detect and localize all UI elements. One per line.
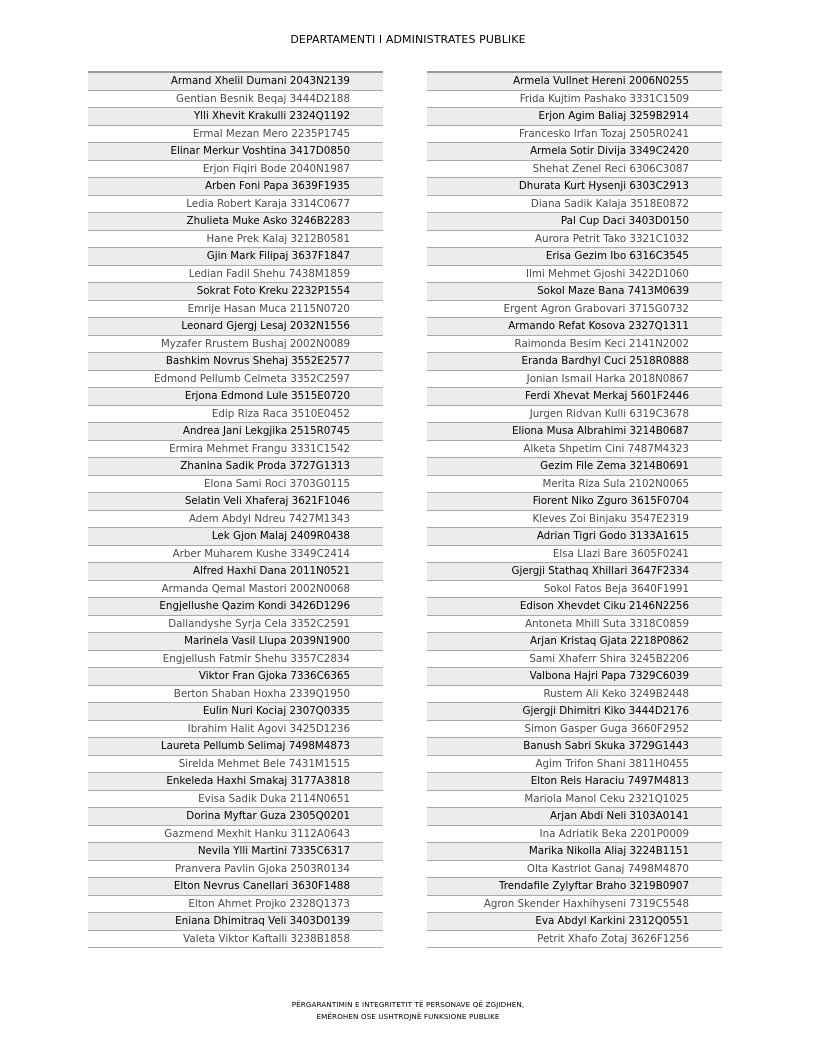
list-item: Eulin Nuri Kociaj 2307Q0335 (88, 703, 383, 721)
list-item: Gjergji Stathaq Xhillari 3647F2334 (427, 563, 722, 581)
list-item: Pranvera Pavlin Gjoka 2503R0134 (88, 861, 383, 879)
list-item: Myzafer Rrustem Bushaj 2002N0089 (88, 336, 383, 354)
list-item: Jonian Ismail Harka 2018N0867 (427, 371, 722, 389)
list-item: Engjellush Fatmir Shehu 3357C2834 (88, 651, 383, 669)
list-item: Zhulieta Muke Asko 3246B2283 (88, 213, 383, 231)
list-item: Raimonda Besim Keci 2141N2002 (427, 336, 722, 354)
list-item: Erjon Agim Baliaj 3259B2914 (427, 108, 722, 126)
list-item: Jurgen Ridvan Kulli 6319C3678 (427, 406, 722, 424)
list-item: Gazmend Mexhit Hanku 3112A0643 (88, 826, 383, 844)
list-item: Ergent Agron Grabovari 3715G0732 (427, 301, 722, 319)
list-item: Hane Prek Kalaj 3212B0581 (88, 231, 383, 249)
list-item: Erjon Fiqiri Bode 2040N1987 (88, 161, 383, 179)
list-item: Ibrahim Halit Agovi 3425D1236 (88, 721, 383, 739)
list-item: Frida Kujtim Pashako 3331C1509 (427, 91, 722, 109)
list-item: Sokrat Foto Kreku 2232P1554 (88, 283, 383, 301)
list-item: Armanda Qemal Mastori 2002N0068 (88, 581, 383, 599)
list-item: Arber Muharem Kushe 3349C2414 (88, 546, 383, 564)
list-item: Rustem Ali Keko 3249B2448 (427, 686, 722, 704)
list-item: Adem Abdyl Ndreu 7427M1343 (88, 511, 383, 529)
list-item: Agron Skender Haxhihyseni 7319C5548 (427, 896, 722, 914)
list-item: Erisa Gezim Ibo 6316C3545 (427, 248, 722, 266)
list-item: Aurora Petrit Tako 3321C1032 (427, 231, 722, 249)
document-title: DEPARTAMENTI I ADMINISTRATES PUBLIKE (290, 33, 526, 46)
footer-line-2: EMËROHEN OSE USHTROJNË FUNKSIONE PUBLIKE (316, 1012, 500, 1021)
list-item: Sami Xhaferr Shira 3245B2206 (427, 651, 722, 669)
list-item: Agim Trifon Shani 3811H0455 (427, 756, 722, 774)
list-item: Leonard Gjergj Lesaj 2032N1556 (88, 318, 383, 336)
list-item: Nevila Ylli Martini 7335C6317 (88, 843, 383, 861)
list-item: Shehat Zenel Reci 6306C3087 (427, 161, 722, 179)
list-item: Enkeleda Haxhi Smakaj 3177A3818 (88, 773, 383, 791)
list-item: Armela Vullnet Hereni 2006N0255 (427, 73, 722, 91)
list-item: Ledian Fadil Shehu 7438M1859 (88, 266, 383, 284)
list-item: Marika Nikolla Aliaj 3224B1151 (427, 843, 722, 861)
list-item: Erjona Edmond Lule 3515E0720 (88, 388, 383, 406)
list-item: Ermal Mezan Mero 2235P1745 (88, 126, 383, 144)
list-item: Eva Abdyl Karkini 2312Q0551 (427, 913, 722, 931)
list-item: Edison Xhevdet Ciku 2146N2256 (427, 598, 722, 616)
list-item: Armando Refat Kosova 2327Q1311 (427, 318, 722, 336)
list-item: Valeta Viktor Kaftalli 3238B1858 (88, 931, 383, 949)
footer-line-1: PËRGARANTIMIN E INTEGRITETIT TË PERSONAVE QË ZGJIDHEN, (291, 1000, 525, 1009)
list-item: Andrea Jani Lekgjika 2515R0745 (88, 423, 383, 441)
list-item: Valbona Hajri Papa 7329C6039 (427, 668, 722, 686)
list-item: Elton Ahmet Projko 2328Q1373 (88, 896, 383, 914)
list-item: Eniana Dhimitraq Veli 3403D0139 (88, 913, 383, 931)
list-item: Sirelda Mehmet Bele 7431M1515 (88, 756, 383, 774)
list-item: Lek Gjon Malaj 2409R0438 (88, 528, 383, 546)
list-item: Antoneta Mhill Suta 3318C0859 (427, 616, 722, 634)
list-item: Ina Adriatik Beka 2201P0009 (427, 826, 722, 844)
list-item: Arjan Kristaq Gjata 2218P0862 (427, 633, 722, 651)
list-item: Elsa Llazi Bare 3605F0241 (427, 546, 722, 564)
list-item: Adrian Tigri Godo 3133A1615 (427, 528, 722, 546)
list-item: Dallandyshe Syrja Cela 3352C2591 (88, 616, 383, 634)
list-item: Olta Kastriot Ganaj 7498M4870 (427, 861, 722, 879)
list-item: Elinar Merkur Voshtina 3417D0850 (88, 143, 383, 161)
list-item: Ermira Mehmet Frangu 3331C1542 (88, 441, 383, 459)
list-item: Ilmi Mehmet Gjoshi 3422D1060 (427, 266, 722, 284)
list-item: Ledia Robert Karaja 3314C0677 (88, 196, 383, 214)
list-item: Francesko Irfan Tozaj 2505R0241 (427, 126, 722, 144)
list-item: Mariola Manol Ceku 2321Q1025 (427, 791, 722, 809)
list-item: Engjellushe Qazim Kondi 3426D1296 (88, 598, 383, 616)
list-item: Eliona Musa Albrahimi 3214B0687 (427, 423, 722, 441)
list-item: Dorina Myftar Guza 2305Q0201 (88, 808, 383, 826)
list-item: Diana Sadik Kalaja 3518E0872 (427, 196, 722, 214)
list-item: Gjin Mark Filipaj 3637F1847 (88, 248, 383, 266)
list-item: Bashkim Novrus Shehaj 3552E2577 (88, 353, 383, 371)
list-item: Arjan Abdi Neli 3103A0141 (427, 808, 722, 826)
list-item: Berton Shaban Hoxha 2339Q1950 (88, 686, 383, 704)
footer (0, 999, 816, 1023)
list-item: Fiorent Niko Zguro 3615F0704 (427, 493, 722, 511)
list-item: Laureta Pellumb Selimaj 7498M4873 (88, 738, 383, 756)
list-item: Marinela Vasil Llupa 2039N1900 (88, 633, 383, 651)
list-item: Elton Nevrus Canellari 3630F1488 (88, 878, 383, 896)
list-item: Merita Riza Sula 2102N0065 (427, 476, 722, 494)
list-item: Edip Riza Raca 3510E0452 (88, 406, 383, 424)
list-item: Kleves Zoi Binjaku 3547E2319 (427, 511, 722, 529)
list-item: Armela Sotir Divija 3349C2420 (427, 143, 722, 161)
list-item: Emrije Hasan Muca 2115N0720 (88, 301, 383, 319)
list-item: Edmond Pellumb Celmeta 3352C2597 (88, 371, 383, 389)
list-item: Simon Gasper Guga 3660F2952 (427, 721, 722, 739)
list-item: Sokol Maze Bana 7413M0639 (427, 283, 722, 301)
left-name-list (88, 71, 383, 948)
list-item: Selatin Veli Xhaferaj 3621F1046 (88, 493, 383, 511)
list-item: Sokol Fatos Beja 3640F1991 (427, 581, 722, 599)
list-item: Elton Reis Haraciu 7497M4813 (427, 773, 722, 791)
list-item: Evisa Sadik Duka 2114N0651 (88, 791, 383, 809)
list-item: Alfred Haxhi Dana 2011N0521 (88, 563, 383, 581)
list-item: Petrit Xhafo Zotaj 3626F1256 (427, 931, 722, 949)
list-item: Armand Xhelil Dumani 2043N2139 (88, 73, 383, 91)
list-item: Arben Foni Papa 3639F1935 (88, 178, 383, 196)
list-item: Gentian Besnik Beqaj 3444D2188 (88, 91, 383, 109)
list-item: Banush Sabri Skuka 3729G1443 (427, 738, 722, 756)
list-item: Dhurata Kurt Hysenji 6303C2913 (427, 178, 722, 196)
list-item: Trendafile Zylyftar Braho 3219B0907 (427, 878, 722, 896)
list-item: Pal Cup Daci 3403D0150 (427, 213, 722, 231)
list-item: Ylli Xhevit Krakulli 2324Q1192 (88, 108, 383, 126)
list-item: Ferdi Xhevat Merkaj 5601F2446 (427, 388, 722, 406)
list-item: Zhanina Sadik Proda 3727G1313 (88, 458, 383, 476)
list-item: Gezim File Zema 3214B0691 (427, 458, 722, 476)
list-item: Gjergji Dhimitri Kiko 3444D2176 (427, 703, 722, 721)
list-item: Alketa Shpetim Cini 7487M4323 (427, 441, 722, 459)
list-item: Elona Sami Roci 3703G0115 (88, 476, 383, 494)
list-item: Viktor Fran Gjoka 7336C6365 (88, 668, 383, 686)
list-item: Eranda Bardhyl Cuci 2518R0888 (427, 353, 722, 371)
right-name-list (427, 71, 722, 948)
